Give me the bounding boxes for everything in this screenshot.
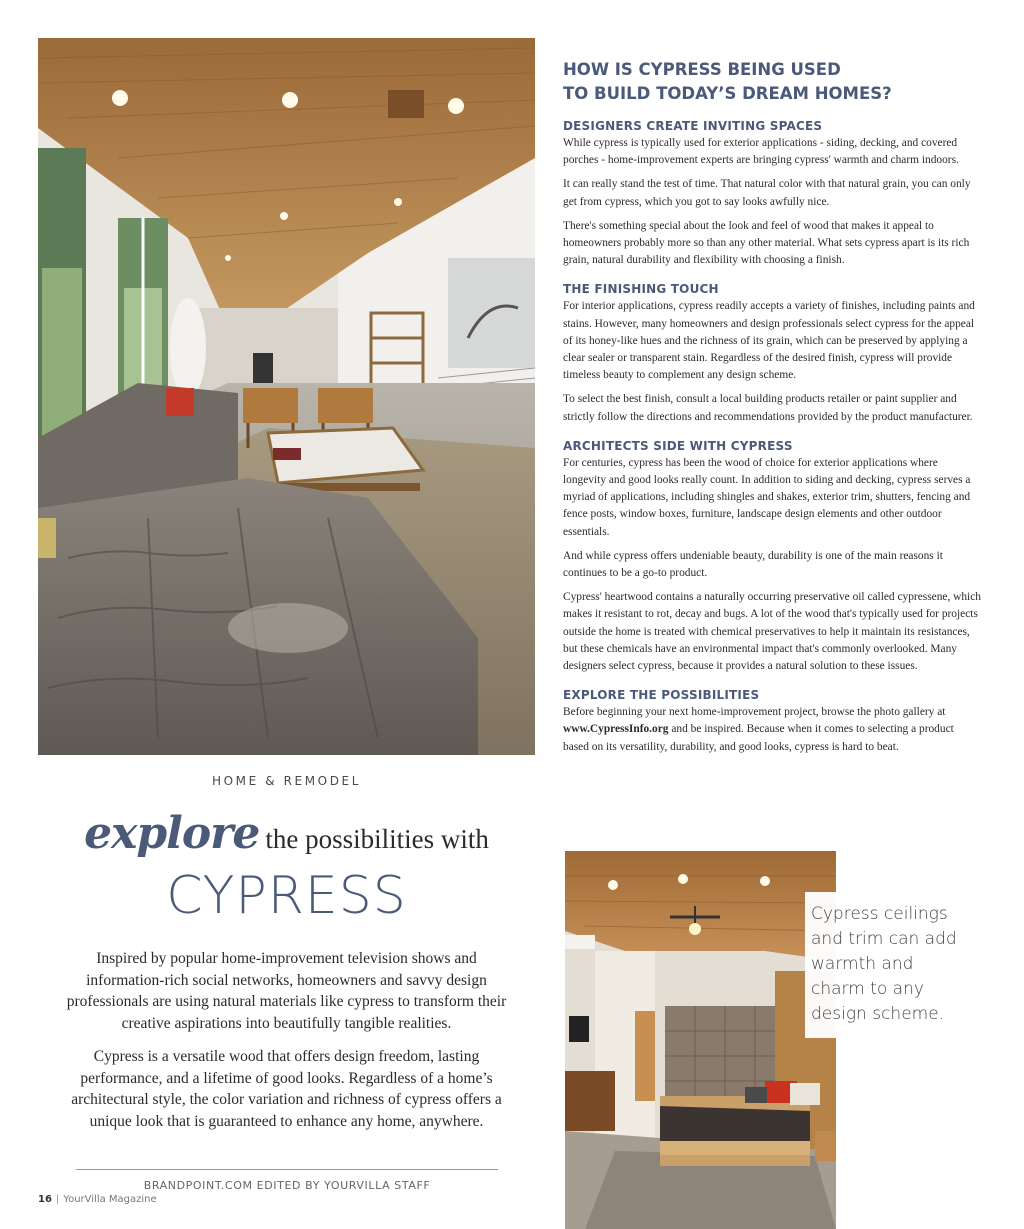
paragraph: There's something special about the look and feel of wood that makes it appeal to homeowners probably more so than any other material. What sets cypress apart is its rich grain, natural durability and flexibility with choosing a finish.: [563, 219, 970, 267]
section-title: THE FINISHING TOUCH: [563, 282, 719, 297]
photo-caption: Cypress ceilings and trim can add warmth and charm to any design scheme.: [811, 904, 957, 1024]
paragraph: To select the best finish, consult a local building products retailer or paint supplier and strictly follow the directions and recommendations provided by the product manufacturer.: [563, 393, 973, 423]
article-section: [563, 118, 981, 269]
article-section: [563, 281, 981, 425]
intro-paragraph: Cypress is a versatile wood that offers design freedom, lasting performance, and a lifetime of good looks. Regardless of a home’s architectural style, the color variation and richness of cypress offers a unique look that is guaranteed to enhance any home, anywhere.: [71, 1048, 502, 1130]
article: [563, 58, 981, 768]
article-section: [563, 438, 981, 675]
divider: [76, 1169, 498, 1170]
footer-separator: |: [55, 1194, 60, 1205]
hero-script-word: explore: [84, 808, 260, 859]
section-title: EXPLORE THE POSSIBILITIES: [563, 688, 760, 703]
bedroom-photo: [565, 851, 836, 1229]
paragraph: Cypress' heartwood contains a naturally occurring preservative oil called cypressene, which makes it resistant to rot, decay and bugs. A lot of the wood that's typically used for projects outside the home is treated with chemical preservatives to help it maintain its resistances, but these chemicals have an environmental impact that's commonly overlooked. Many designers select cypress, because it provides a natural solution to these issues.: [563, 591, 981, 673]
intro-paragraph: Inspired by popular home-improvement television shows and information-rich social networks, homeowners and savvy design professionals are using natural materials like cypress to transform their creative aspirations into beautifully tangible realities.: [66, 950, 507, 1032]
article-heading-line: HOW IS CYPRESS BEING USED: [563, 60, 841, 79]
hero-title-rest: the possibilities with: [265, 824, 489, 854]
paragraph: While cypress is typically used for exterior applications - siding, decking, and covered porches - home-improvement experts are bringing cypress' warmth and charm indoors.: [563, 137, 959, 167]
paragraph: And while cypress offers undeniable beauty, durability is one of the main reasons it continues to be a go-to product.: [563, 549, 943, 580]
section-label: HOME & REMODEL: [211, 774, 362, 788]
intro-text: [60, 948, 513, 1144]
page-number: 16: [38, 1194, 52, 1205]
article-section: [563, 687, 981, 756]
paragraph: [563, 704, 981, 756]
page-footer: [38, 1194, 157, 1205]
article-heading: [563, 58, 981, 106]
article-heading-line: TO BUILD TODAY’S DREAM HOMES?: [563, 84, 892, 103]
section-title: DESIGNERS CREATE INVITING SPACES: [563, 119, 823, 133]
byline: BRANDPOINT.COM EDITED BY YOURVILLA STAFF: [143, 1179, 431, 1192]
hero-big-word: CYPRESS: [166, 866, 407, 926]
paragraph: It can really stand the test of time. That natural color with that natural grain, you can only get from cypress, which you got to say looks awfully nice.: [563, 178, 971, 208]
closing-text-end: and be inspired. Because when it comes to selecting a product based on its versatility, durability, and good looks, cypress is hard to beat.: [563, 723, 954, 753]
paragraph: For interior applications, cypress readily accepts a variety of finishes, including paints and stains. However, many homeowners and design professionals select cypress for the appeal of its honey-like hues and the richness of its grain, which can be preserved by applying a clear sealer or transparent stain. Regardless of the desired finish, cypress will provide timeless beauty to complement any design scheme.: [563, 300, 975, 382]
living-room-photo: [38, 38, 535, 755]
website-link[interactable]: www.CypressInfo.org: [563, 723, 669, 736]
hero-title: [38, 808, 535, 859]
paragraph: For centuries, cypress has been the wood of choice for exterior applications where longevity and good looks really count. In addition to siding and decking, cypress serves a myriad of applications, including shingles and shakes, exterior trim, shutters, fencing and fence posts, window boxes, furniture, landscape design elements and other outdoor essentials.: [563, 456, 971, 538]
section-title: ARCHITECTS SIDE WITH CYPRESS: [563, 438, 793, 453]
closing-text-start: Before beginning your next home-improvement project, browse the photo gallery at: [563, 706, 946, 719]
publication-name: YourVilla Magazine: [63, 1194, 157, 1205]
